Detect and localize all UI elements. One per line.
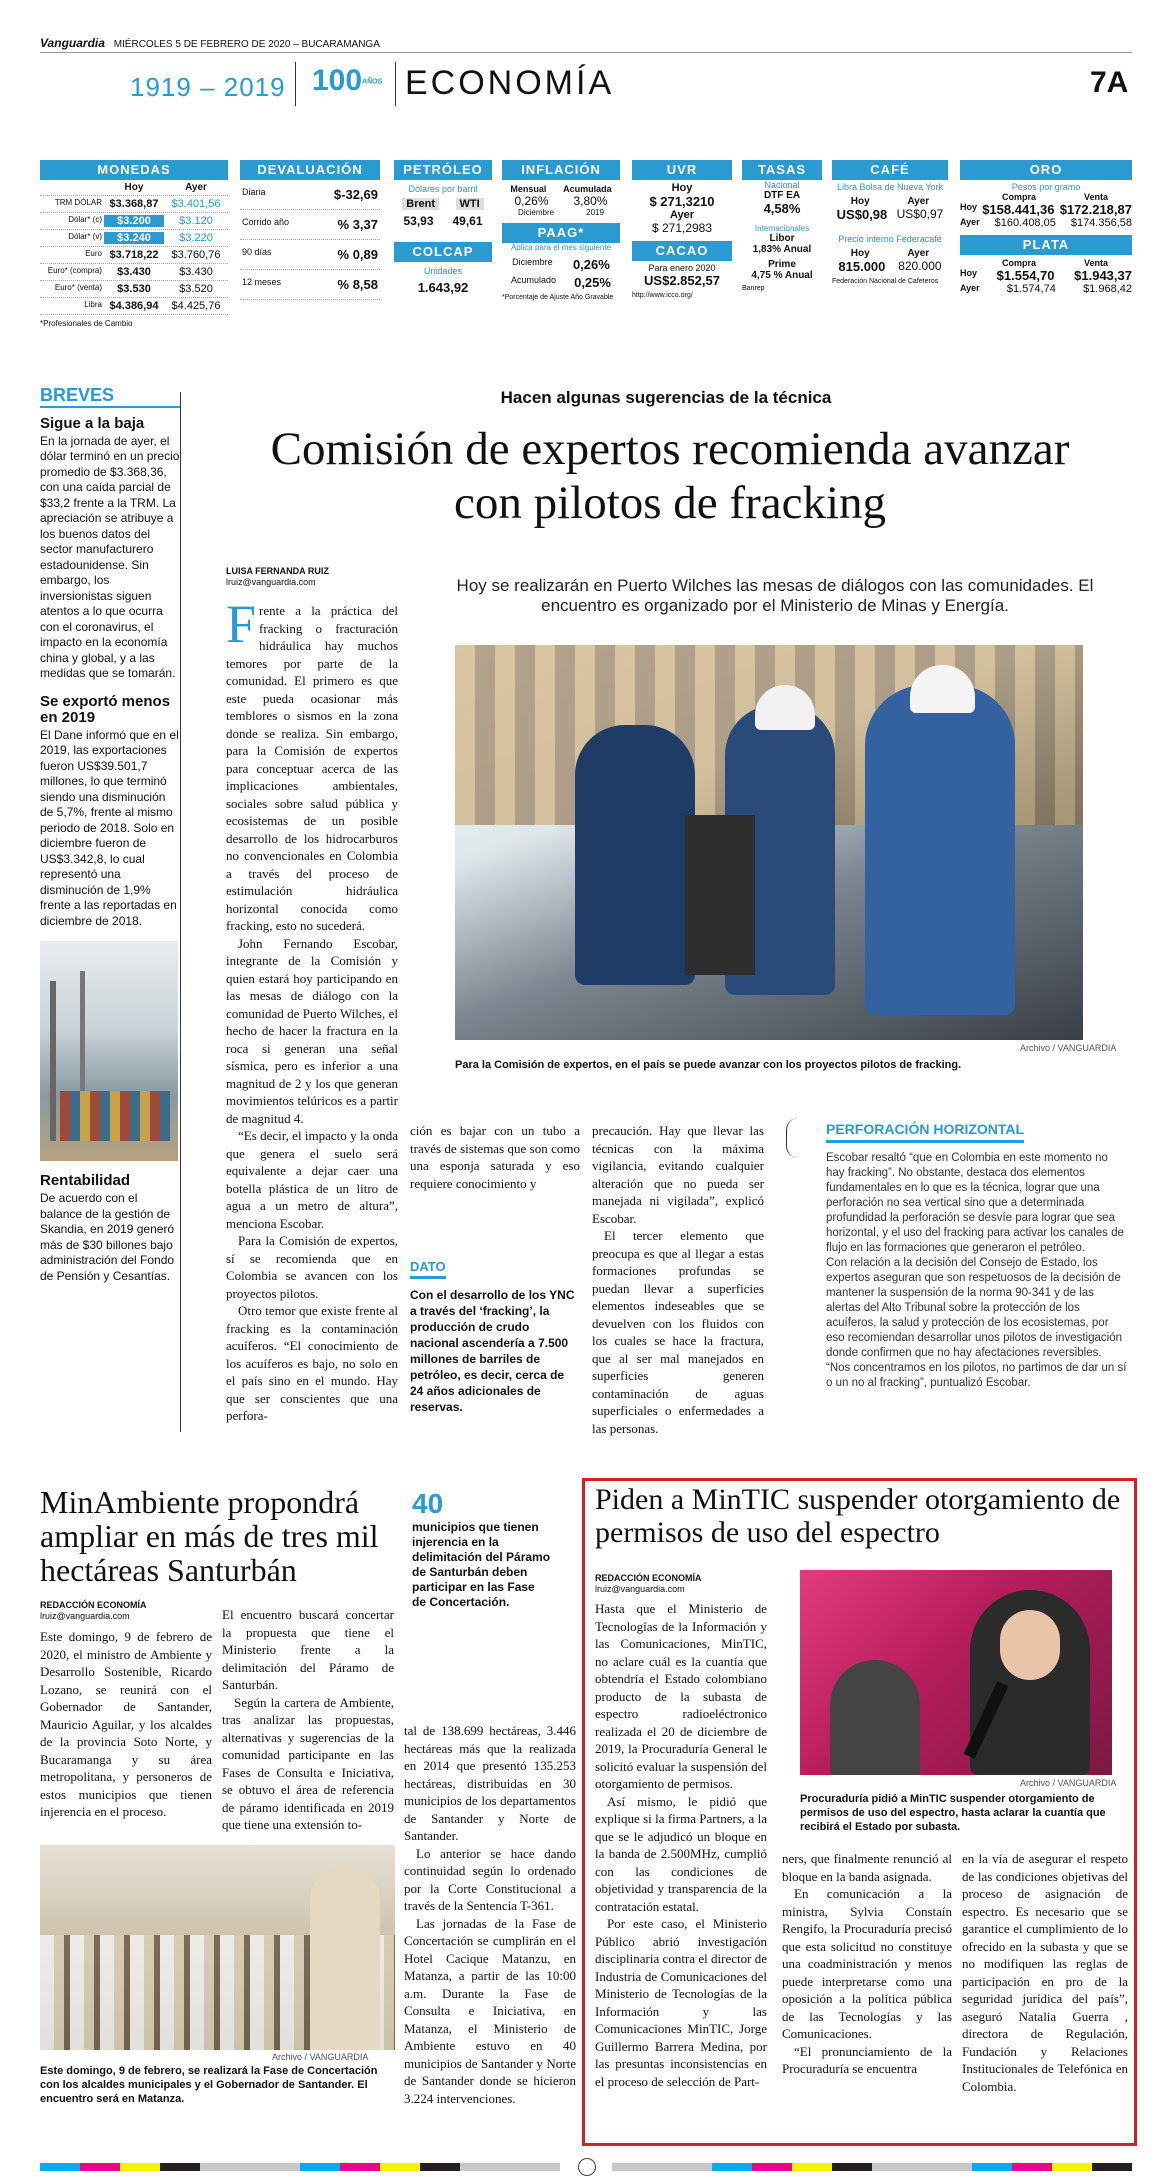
main-byline: LUISA FERNANDA RUIZ lruiz@vanguardia.com — [226, 566, 329, 587]
dato-box — [410, 1258, 580, 1415]
breve-1-title: Sigue a la baja — [40, 414, 145, 432]
main-column-3: precaución. Hay que llevar las técnicas con la máxima vigilancia, evitando cualquier alteración que no pueda ser manejada ni vigilada”, explicó Escobar. El tercer elemento que preocupa es que al llegar a estas formaciones profundas se puedan llevar a superficies elementos indeseables que se devuelven con los fluidos con los cuales se hace la fractura, que al ser mal manejados en superficies generen contaminación de aguas superficiales o enfermedades a las personas. — [592, 1123, 764, 1436]
page-number: 7A — [1090, 66, 1129, 99]
date-line: MIÉRCOLES 5 DE FEBRERO DE 2020 – BUCARAMANGA — [113, 39, 380, 50]
masthead-line — [40, 36, 1132, 53]
dato-title: DATO — [410, 1259, 446, 1279]
main-deck: Hoy se realizarán en Puerto Wilches las mesas de diálogos con las comunidades. El encuentro es organizado por el Ministerio de Minas y Energía. — [456, 576, 1094, 615]
inflacion-box: INFLACIÓN Mensual Acumulada 0,26% 3,80% Diciembre 2019 PAAG* Aplica para el mes siguiente Diciembre 0,26% Acumulado 0,25% *Porcentaje de Ajuste Año Gravable — [502, 160, 620, 301]
oro-plata-box: ORO Pesos por gramo Compra Venta Hoy $158.441,36 $172.218,87 Ayer $160.408,05 $174.356,58 PLATA Compra Venta Hoy $1.554,70 $1.943,37 Ayer $1.574,74 $1.968,42 — [960, 162, 1132, 295]
brand-name: Vanguardia — [40, 36, 105, 50]
cafe-box: CAFÉ Libra Bolsa de Nueva York Hoy Ayer US$0,98 US$0,97 Precio interno Federacafé Hoy Ayer 815.000 820.000 Federación Nacional de Cafeteros — [832, 160, 948, 285]
breve-2-title: Se exportó menos en 2019 — [40, 692, 171, 726]
registration-bar-right — [612, 2163, 1132, 2171]
fracking-workers-photo — [455, 645, 1083, 1040]
mintic-photo-caption: Procuraduría pidió a MinTIC suspender otorgamiento de permisos de uso del espectro, hasta aclarar la cuantía que recibirá el Estado por subasta. — [800, 1793, 1106, 1833]
breves-title: BREVES — [40, 388, 180, 408]
section-title: ECONOMÍA — [405, 64, 615, 102]
mintic-column-2: ners, que finalmente renunció al bloque en la banda asignada. En comunicación a la ministra, Sylvia Constaín Rengifo, la Procuraduría precisó que esta solicitud no constituye una coadministración y menos puede interpretarse como una oposición a la política pública de las Tecnologías y las Comunicaciones. “El pronunciamiento de la Procuraduría se encuentra — [782, 1851, 952, 2076]
breve-3-title: Rentabilidad — [40, 1172, 131, 1189]
mintic-photo-credit: Archivo / VANGUARDIA — [1020, 1778, 1117, 1788]
registration-bar-left — [40, 2163, 560, 2171]
minamb-photo-caption: Este domingo, 9 de febrero, se realizará la Fase de Concertación con los alcaldes municipales y el Gobernador de Santander. El encuentro será en Matanza. — [40, 2065, 378, 2105]
tasas-box: TASAS Nacional DTF EA 4,58% Internacionales Libor 1,83% Anual Prime 4,75 % Anual Banrep — [742, 160, 822, 292]
breves-sidebar — [40, 385, 180, 1284]
devaluacion-box: DEVALUACIÓN Diaria $-32,69 Corrido año % 3,37 90 días % 0,89 12 meses % 8,58 — [240, 160, 380, 300]
minamb-stat: 40 municipios que tienen injerencia en la delimitación del Páramo de Santurbán deben participar en las Fase de Concertación. — [412, 1488, 551, 1609]
monedas-row: Euro $3.718,22 $3.760,76 — [40, 247, 228, 264]
monedas-row: Euro* (venta) $3.530 $3.520 — [40, 281, 228, 298]
main-kicker: Hacen algunas sugerencias de la técnica — [500, 388, 832, 407]
main-column-1: Frente a la práctica del fracking o fracturación hidráulica hay muchos temores por parte de la comunidad. El primero es que este pueda ocasionar más temblores o sismos en la zona donde se realiza. Sin embargo, para la Comisión de expertos para conceptuar acerca de las implicaciones ambientales, sociales sobre salud pública y ecosistemas de un posible desarrollo de los hidrocarburos no convencionales en Colombia a través del proceso de estimulación hidráulica horizontal conocida como fracking, esto no sucederá. John Fernando Escobar, integrante de la Comisión y quien estará hoy participando en las mesas de diálogo con la comunidad de Puerto Wilches, el hecho de hacer la fractura en la roca si generan una señal sísmica, pero es inferior a una magnitud de 2 y los que generan movimientos telúricos es a partir de magnitud 4. “Es decir, el impacto y la onda que genera el suelo será equivalente a dejar caer una botella plástica de un litro de agua a un metro de altura”, menciona Escobar. Para la Comisión de expertos, sí se recomienda que en Colombia se avancen con los proyectos pilotos. Otro temor que existe frente al fracking es la contaminación acuíferos. “El conocimiento de los acuíferos es bajo, no solo en el país sino en el mundo. Hay que ser conscientes que una perfora- — [226, 594, 398, 1423]
main-photo-caption: Para la Comisión de expertos, en el país se puede avanzar con los proyectos pilotos de fracking. — [455, 1059, 962, 1071]
petroleo-box: PETRÓLEO Dólares por barril Brent WTI 53,93 49,61 COLCAP Unidades 1.643,92 — [394, 160, 492, 295]
monedas-box: MONEDAS Hoy Ayer TRM DÓLAR $3.368,87 $3.401,56 Dólar* (c) $3.200 $3.120 Dólar* (v) $3.240 $3.220 Euro $3.718,22 $3.760,76 Euro* (compra) $3.430 $3.430 Euro* (venta) $3.530 $3.520 Libra $4.386,94 $4.425,76 *Profesionales de Cambio — [40, 160, 228, 328]
monedas-row: Euro* (compra) $3.430 $3.430 — [40, 264, 228, 281]
mintic-column-1: Hasta que el Ministerio de Tecnologías de la Información y las Comunicaciones, MinTIC, no aclare cuál es la cuantía que obtendría el Estado colombiano producto de la subasta de espectro radioeléctronico realizada el 20 de diciembre de 2019, la Procuraduría General le solicitó evaluar la suspensión del otorgamiento de permisos. Así mismo, le pidió que explique si la firma Partners, a la que se le adjudicó un bloque en la banda de 2.500MHz, cumplió con las condiciones de objetividad y transparencia de la contratación estatal. Por este caso, el Ministerio Público abrió investigación disciplinaria contra el director de Industria de Comunicaciones del Ministerio de Tecnologías de la Información y las Comunicaciones MinTIC, Jorge Guillermo Barrera Medina, por las presuntas inconsistencias en el proceso de selección de Part- — [595, 1601, 767, 2089]
main-headline: Comisión de expertos recomienda avanzar con pilotos de fracking — [270, 423, 1070, 529]
minamb-photo-credit: Archivo / VANGUARDIA — [272, 2052, 369, 2062]
mintic-speakers-photo — [800, 1570, 1112, 1775]
monedas-row: Dólar* (c) $3.200 $3.120 — [40, 213, 228, 230]
main-column-2: ción es bajar con un tubo a través de sistemas que son como una esponja saturada y eso requiere conocimiento y — [410, 1123, 580, 1191]
drop-cap: F — [226, 594, 257, 654]
minamb-headline: MinAmbiente propondrá ampliar en más de tres mil hectáreas Santurbán — [40, 1484, 379, 1588]
anniversary-years: 1919 – 2019 — [130, 72, 286, 102]
mintic-column-3: en la vía de asegurar el respeto de las condiciones objetivas del proceso de asignación de espectro. Es necesario que se garantice el cumplimiento de lo ofrecido en la subasta y que se no modifiquen las reglas de participación en pro de la seguridad jurídica del país”, aseguró Natalia Guerra , directora de Regulación, Fundación y Relaciones Institucionales de Telefónica en Colombia. — [962, 1851, 1128, 2094]
port-photo — [40, 941, 178, 1161]
perforacion-box: PERFORACIÓN HORIZONTAL Escobar resaltó “que en Colombia en este momento no hay fracking”. No obstante, destaca dos elementos fundamentales en lo que es la técnica, lograr que una perforación no sea vertical sino que a determinada profundidad la perforación se desvíe para lograr que sea horizontal, y el uso del fracking para activar los canales de flujo en las formaciones que generaron el petróleo. Con relación a la decisión del Consejo de Estado, los expertos aseguran que son respetuosos de la decisión de mantener la suspensión de la norma 90-341 y de las alertas del Alto Tribunal sobre la protección de los acuíferos, la salud y protección de los ecosistemas, por eso recomiendan desarrollar unos pilotos de investigación donde confirmen que no hay afectaciones reversibles. “Nos concentramos en los pilotos, no partimos de dar un sí o un no al fracking”, puntualizó Escobar. — [826, 1121, 1127, 1389]
minamb-byline: REDACCIÓN ECONOMÍA lruiz@vanguardia.com — [40, 1600, 147, 1621]
uvr-box: UVR Hoy $ 271,3210 Ayer $ 271,2983 CACAO Para enero 2020 US$2.852,57 http://www.icco.org/ — [632, 160, 732, 299]
minamb-column-3: tal de 138.699 hectáreas, 3.446 hectáreas más que la realizada en 2014 que presentó 135.253 hectáreas, distribuidas en 30 municipios de los departamentos de Santander y Norte de Santander. Lo anterior se hace dando continuidad según lo ordenado por la Corte Constitucional a través de la Sentencia T-361. Las jornadas de la Fase de Concertación se cumplirán en el Hotel Cacique Matanzu, en Matanza, a partir de las 10:00 a.m. Durante la Fase de Consulta e Iniciativa, en Matanza, el Ministerio de Ambiente estuvo en 40 municipios de Santander y Norte de Santander donde se hicieron 3.224 intervenciones. — [404, 1723, 576, 2106]
mintic-byline: REDACCIÓN ECONOMÍA lruiz@vanguardia.com — [595, 1573, 702, 1594]
breve-3-text: De acuerdo con el balance de la gestión de Skandia, en 2019 generó más de $30 billones bajo administración del Fondo de Pensión y Cesantías. — [40, 1191, 175, 1283]
monedas-row: TRM DÓLAR $3.368,87 $3.401,56 — [40, 196, 228, 213]
breve-2-text: El Dane informó que en el 2019, las exportaciones fueron US$39.501,7 millones, lo que terminó siendo una disminución de 5,7%, frente al mismo periodo de 2018. Solo en diciembre fueron de US$3.342,8, lo cual representó una disminución de 1,9% frente a las reportadas en diciembre de 2018. — [40, 727, 179, 928]
main-photo-credit: Archivo / VANGUARDIA — [1020, 1043, 1117, 1053]
minamb-column-1: Este domingo, 9 de febrero de 2020, el ministro de Ambiente y Desarrollo Sostenible, Ricardo Lozano, se reunirá con el Gobernador de Santander, Mauricio Aguilar, y los alcaldes de la provincia Soto Norte, y Bucaramanga y su área metropolitana, y personeros de estos municipios que tienen injerencia en el proceso. — [40, 1629, 212, 1819]
minamb-column-2: El encuentro buscará concertar la propuesta que tiene el Ministerio frente a la delimitación del Páramo de Santurbán. Según la cartera de Ambiente, tras analizar las propuestas, alternativas y sugerencias de la comunidad participante en las Fases de Consulta e Iniciativa, se obtuvo el área de referencia de páramo identificada en 2019 que tiene una extensión to- — [222, 1607, 394, 1832]
monedas-row: Dólar* (v) $3.240 $3.220 — [40, 230, 228, 247]
dato-text: Con el desarrollo de los YNC a través del ‘fracking’, la producción de crudo nacional ascendería a 7.500 millones de barriles de petróleo, es decir, cerca de 24 años adicionales de reservas. — [410, 1288, 575, 1414]
perforacion-title: PERFORACIÓN HORIZONTAL — [826, 1122, 1024, 1143]
breve-1-text: En la jornada de ayer, el dólar terminó en un precio promedio de $3.368,36, con una caída parcial de $33,2 frente a la TRM. La apreciación se atribuye a los buenos datos del sector manufacturero estadounidense. Sin embargo, los inversionistas siguen atentos a lo que ocurra con el coronavirus, el impacto en la economía china y global, y a las medidas que se tomarán. — [40, 433, 180, 680]
meeting-photo — [40, 1845, 395, 2050]
monedas-row: Libra $4.386,94 $4.425,76 — [40, 298, 228, 315]
registration-mark — [578, 2158, 596, 2176]
anniversary-logo: 100AÑOS — [312, 64, 383, 97]
mintic-headline: Piden a MinTIC suspender otorgamiento de permisos de uso del espectro — [595, 1483, 1121, 1549]
